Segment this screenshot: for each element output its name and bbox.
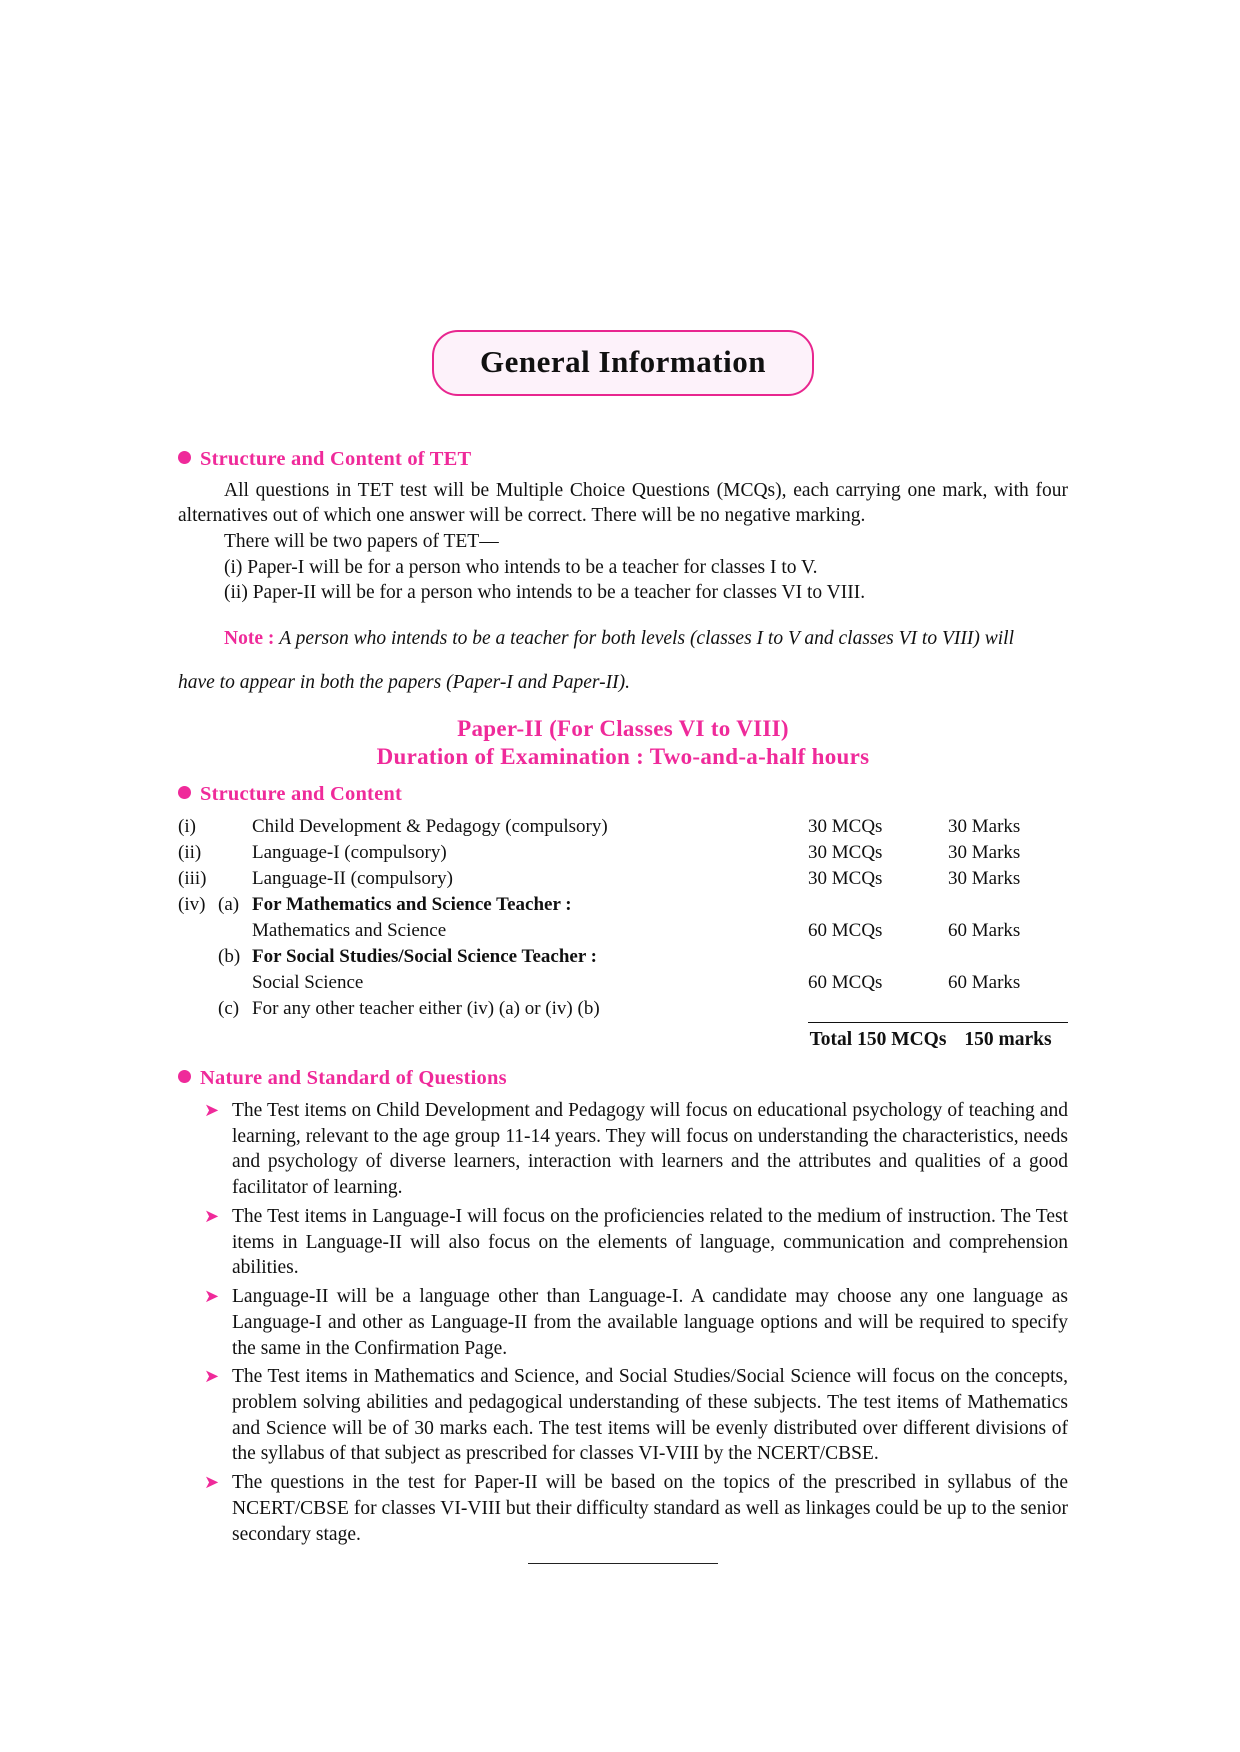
note-label: Note :: [224, 627, 275, 649]
row-subletter: [218, 840, 252, 866]
list-item-text: The Test items on Child Development and Pedagogy will focus on educational psychology of teaching and learning, relevant to the age group 11-14 years. They will focus on understanding the characteristics, needs and psychology of diverse learners, interaction with learners and the attributes and qualities of a good facilitator of learning.: [232, 1099, 1068, 1199]
list-item-paper-ii: (ii) Paper-II will be for a person who intends to be a teacher for classes VI to VIII.: [224, 582, 866, 604]
arrow-bullet-icon: ➤: [204, 1472, 220, 1493]
arrow-bullet-icon: ➤: [204, 1099, 220, 1120]
table-row: [178, 840, 1068, 866]
spacer: [178, 1053, 1068, 1067]
total-mcqs: Total 150 MCQs: [808, 1022, 948, 1053]
page-title-container: [178, 330, 1068, 396]
row-number: [178, 996, 218, 1022]
row-marks: 30 Marks: [948, 842, 1021, 864]
table-row: [178, 892, 1068, 918]
bullet-dot-icon: [178, 1070, 191, 1083]
section-heading-structure-and-content-of-tet: [178, 448, 1068, 471]
arrow-bullet-icon: ➤: [204, 1205, 220, 1226]
row-number: (iii): [178, 868, 207, 890]
section-heading-label: Structure and Content of TET: [200, 448, 472, 470]
list-item: [204, 1284, 1068, 1361]
row-subject: Mathematics and Science: [252, 920, 447, 942]
row-number: (ii): [178, 842, 202, 864]
row-number: [178, 918, 218, 944]
row-number: [178, 944, 218, 970]
row-marks: [948, 892, 1068, 918]
section-heading-structure-and-content: [178, 783, 1068, 806]
row-marks: 60 Marks: [948, 920, 1021, 942]
row-mcqs: [808, 996, 948, 1022]
row-marks: 30 Marks: [948, 868, 1021, 890]
table-row: [178, 918, 1068, 944]
table-row-total: [178, 1022, 1068, 1053]
list-item-text: The Test items in Language-I will focus on the proficiencies related to the medium of instruction. The Test items in Language-II will also focus on the elements of language, communication and comprehension abilities.: [232, 1205, 1068, 1279]
row-mcqs: [808, 944, 948, 970]
section-heading-label: Nature and Standard of Questions: [200, 1066, 507, 1089]
row-mcqs: [808, 892, 948, 918]
row-number: [178, 970, 218, 996]
table-row: [178, 996, 1068, 1022]
total-marks: 150 marks: [948, 1022, 1068, 1053]
paragraph-tet-questions: All questions in TET test will be Multiple Choice Questions (MCQs), each carrying one mark, with four alternatives out of which one answer will be correct. There will be no negative marking.: [178, 480, 1068, 526]
row-marks: [948, 996, 1068, 1022]
paragraph-two-papers: There will be two papers of TET—: [224, 530, 499, 552]
row-subject: Social Science: [252, 972, 364, 994]
structure-table: [178, 814, 1068, 1053]
row-subletter: (a): [218, 894, 240, 916]
total-spacer-2: [218, 1022, 252, 1053]
row-subletter: [218, 866, 252, 892]
row-number: (iv): [178, 894, 206, 916]
table-row: [178, 814, 1068, 840]
list-item: [204, 1098, 1068, 1201]
list-item-text: The Test items in Mathematics and Science, and Social Studies/Social Science will focus on the concepts, problem solving abilities and pedagogical understanding of these subjects. The test items of Mathematics and Science will be of 30 marks each. The test items will be evenly distributed over different divisions of the syllabus of that subject as prescribed for classes VI-VIII by the NCERT/CBSE.: [232, 1366, 1068, 1465]
row-subletter: (b): [218, 946, 241, 968]
row-mcqs: 30 MCQs: [808, 842, 883, 864]
row-subject: For any other teacher either (iv) (a) or (iv) (b): [252, 998, 600, 1020]
list-item-text: The questions in the test for Paper-II will be based on the topics of the prescribed in syllabus of the NCERT/CBSE for classes VI-VIII but their difficulty standard as well as linkages could be up to the senior secondary stage.: [232, 1472, 1068, 1545]
total-spacer-1: [178, 1022, 218, 1053]
row-subletter: [218, 970, 252, 996]
row-subletter: (c): [218, 998, 240, 1020]
row-subject: For Social Studies/Social Science Teacher :: [252, 946, 597, 968]
row-marks: 60 Marks: [948, 972, 1021, 994]
section-divider: [528, 1563, 718, 1564]
paper-ii-heading: [178, 715, 1068, 771]
list-item: [204, 1364, 1068, 1467]
bullet-dot-icon: [178, 451, 191, 464]
list-item: [204, 1470, 1068, 1547]
page-title: General Information: [432, 330, 814, 396]
row-mcqs: 30 MCQs: [808, 816, 883, 838]
section-heading-nature-and-standard-of-questions: [178, 1067, 1068, 1090]
row-marks: 30 Marks: [948, 816, 1021, 838]
row-subletter: [218, 814, 252, 840]
table-row: [178, 944, 1068, 970]
table-row: [178, 970, 1068, 996]
page-content: [178, 330, 1068, 1564]
row-mcqs: 60 MCQs: [808, 920, 883, 942]
paper-ii-heading-line1: Paper-II (For Classes VI to VIII): [457, 716, 789, 742]
row-mcqs: 60 MCQs: [808, 972, 883, 994]
row-number: (i): [178, 816, 196, 838]
row-subject: Child Development & Pedagogy (compulsory): [252, 816, 608, 838]
list-item: [204, 1204, 1068, 1281]
list-item-paper-i: (i) Paper-I will be for a person who intends to be a teacher for classes I to V.: [224, 556, 818, 578]
structure-table-body: [178, 814, 1068, 1053]
row-marks: [948, 944, 1068, 970]
section-heading-label: Structure and Content: [200, 783, 402, 806]
row-mcqs: 30 MCQs: [808, 868, 883, 890]
note-text: A person who intends to be a teacher for both levels (classes I to V and classes VI to VIII) will: [279, 627, 1014, 649]
row-subject: For Mathematics and Science Teacher :: [252, 894, 572, 916]
note-line: [178, 626, 1068, 651]
note-text-continued: have to appear in both the papers (Paper-I and Paper-II).: [178, 672, 630, 694]
total-spacer-3: [252, 1022, 808, 1053]
table-row: [178, 866, 1068, 892]
bullet-dot-icon: [178, 786, 191, 799]
list-item-text: Language-II will be a language other than Language-I. A candidate may choose any one language as Language-I and other as Language-II from the available language options and will be required to specify the same in the Confirmation Page.: [232, 1286, 1068, 1359]
row-subletter: [218, 918, 252, 944]
paper-ii-heading-line2: Duration of Examination : Two-and-a-half hours: [376, 744, 870, 770]
nature-points-list: [178, 1098, 1068, 1547]
row-subject: Language-I (compulsory): [252, 842, 447, 864]
arrow-bullet-icon: ➤: [204, 1286, 220, 1307]
row-subject: Language-II (compulsory): [252, 868, 454, 890]
arrow-bullet-icon: ➤: [204, 1366, 220, 1387]
